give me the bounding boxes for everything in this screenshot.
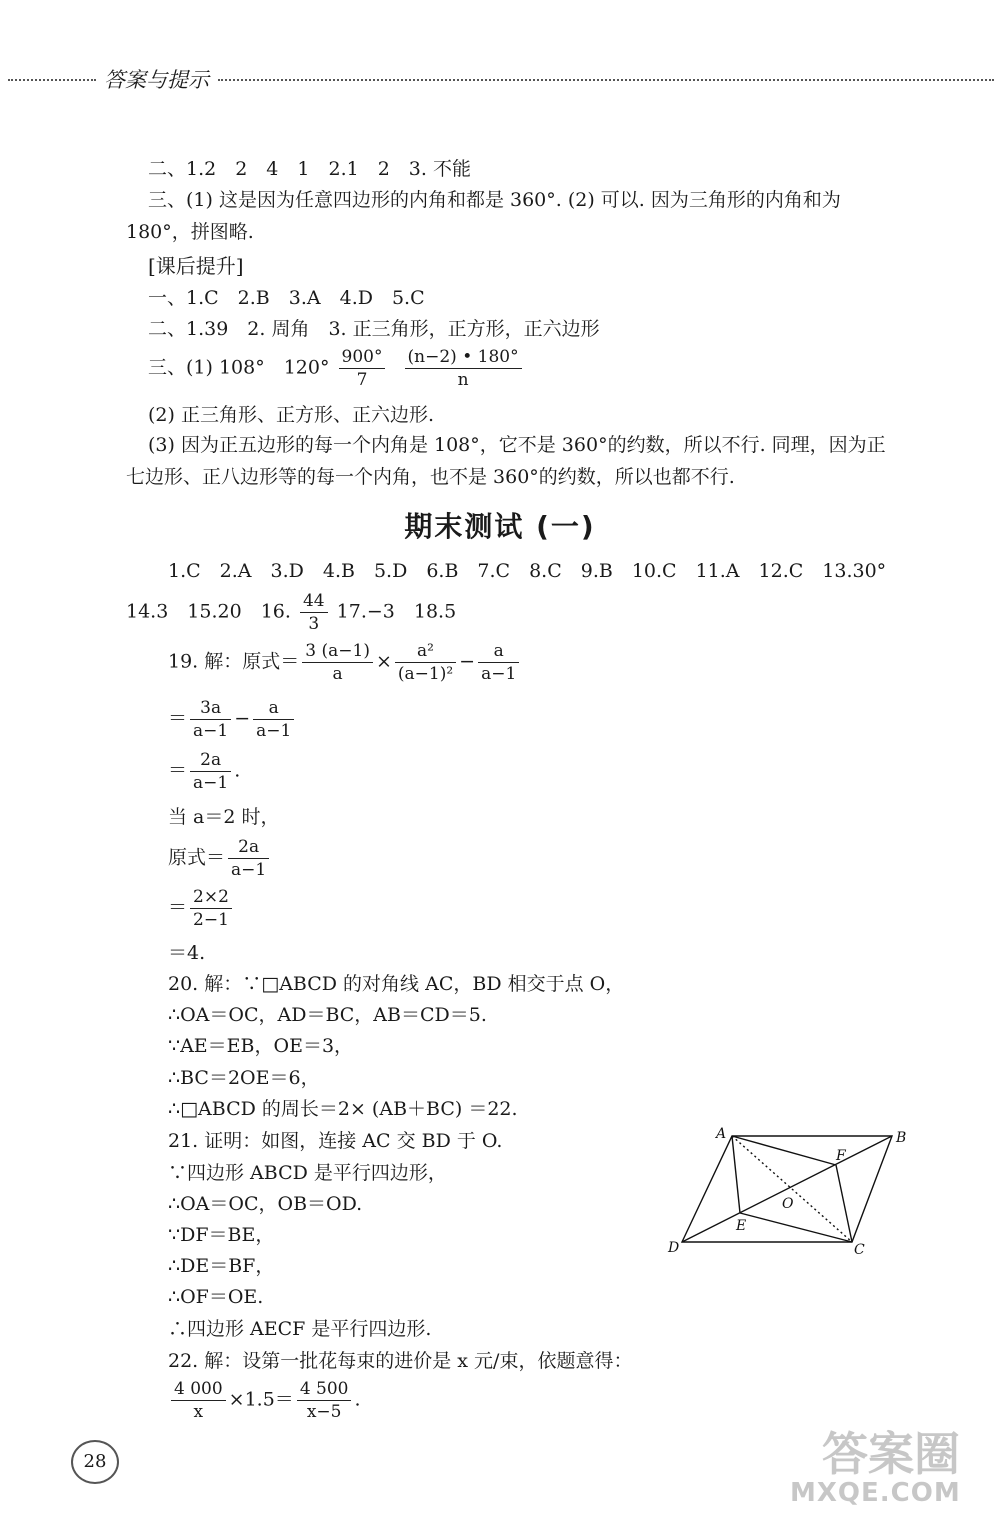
q20-line: 20. 解：∵□ABCD 的对角线 AC，BD 相交于点 O， (168, 973, 625, 995)
q21-line: ∴DE＝BF， (168, 1255, 275, 1277)
answer-line: (2) 正三角形、正方形、正六边形. (148, 404, 434, 426)
numerator: a (478, 640, 519, 663)
fraction (171, 1378, 226, 1423)
header-title: 答案与提示 (104, 68, 209, 92)
segment-fc (836, 1165, 852, 1242)
numerator: 3 (a−1) (302, 640, 373, 663)
parallelogram-figure (660, 1118, 920, 1263)
answer-line: 二、1.39 2. 周角 3. 正三角形，正方形，正六边形 (148, 318, 600, 340)
operator: ＝ (168, 759, 188, 782)
watermark-url: MXQE.COM (790, 1478, 961, 1508)
answer-line: 180°，拼图略. (126, 221, 254, 243)
fraction (253, 697, 294, 742)
numerator: 2a (228, 836, 269, 859)
label-o: O (782, 1196, 794, 1212)
answers-line-2 (126, 590, 456, 635)
denominator: (a−1)² (397, 664, 454, 684)
answer-line: (3) 因为正五边形的每一个内角是 108°，它不是 360°的约数，所以不行. 同理，因为正 (148, 434, 886, 456)
label-c: C (854, 1242, 865, 1258)
q20-line: ∴OA＝OC，AD＝BC，AB＝CD＝5. (168, 1004, 487, 1026)
answer-line-fractions (148, 346, 525, 391)
header-dotted-rule-left (8, 79, 96, 81)
operator: ＝ (168, 896, 188, 919)
fraction (297, 1378, 352, 1423)
period: . (234, 759, 241, 782)
denominator: n (457, 370, 469, 390)
numerator: 4 500 (297, 1378, 352, 1401)
answers-text: 17.−3 18.5 (336, 600, 457, 623)
numerator: 4 000 (171, 1378, 226, 1401)
numerator: 3a (190, 697, 231, 720)
subsection-heading: [课后提升] (148, 254, 244, 278)
denominator: a−1 (256, 721, 292, 741)
segment-ae (732, 1136, 740, 1213)
label-b: B (896, 1130, 907, 1146)
numerator: 44 (300, 590, 328, 613)
q21-line: ∴OF＝OE. (168, 1286, 264, 1308)
q19-line-2 (168, 697, 297, 742)
q21-line: ∴OA＝OC，OB＝OD. (168, 1193, 363, 1215)
q20-line: ∴□ABCD 的周长＝2× (AB＋BC) ＝22. (168, 1098, 518, 1120)
q19-line-5 (168, 836, 272, 881)
q21-line: ∵DF＝BE， (168, 1224, 275, 1246)
label-a: A (716, 1126, 727, 1142)
q19-line-4: 当 a＝2 时， (168, 806, 280, 828)
header-dotted-rule-right (218, 79, 994, 81)
numerator: (n−2) • 180° (405, 346, 522, 369)
operator: − (459, 650, 476, 673)
q21-line: 21. 证明：如图，连接 AC 交 BD 于 O. (168, 1130, 503, 1152)
answer-line: 三、(1) 这是因为任意四边形的内角和都是 360°. (2) 可以. 因为三角形的内角和为 (148, 189, 841, 211)
fraction (190, 749, 231, 794)
page-number: 28 (71, 1440, 119, 1484)
q22-equation (168, 1378, 361, 1423)
numerator: 2a (190, 749, 231, 772)
q21-line: ∵四边形 ABCD 是平行四边形， (168, 1162, 447, 1184)
numerator: 900° (339, 346, 386, 369)
denominator: a−1 (193, 721, 229, 741)
fraction-900-7 (339, 346, 386, 391)
answer-line: 七边形、正八边形等的每一个内角，也不是 360°的约数，所以也都不行. (126, 466, 735, 488)
fraction (478, 640, 519, 685)
fraction (190, 697, 231, 742)
equation-middle: ×1.5＝ (228, 1388, 294, 1411)
q22-line: 22. 解：设第一批花每束的进价是 x 元/束，依题意得： (168, 1350, 633, 1372)
denominator: 3 (308, 614, 320, 634)
fraction-44-3 (300, 590, 328, 635)
operator: − (234, 707, 251, 730)
q21-line: ∴四边形 AECF 是平行四边形. (168, 1318, 432, 1340)
denominator: 7 (356, 370, 368, 390)
answer-line: 一、1.C 2.B 3.A 4.D 5.C (148, 287, 425, 309)
q19-line-6 (168, 886, 235, 931)
numerator: a² (395, 640, 456, 663)
fraction (302, 640, 373, 685)
fraction (190, 886, 232, 931)
numerator: 2×2 (190, 886, 232, 909)
q19-lead: 19. 解：原式＝ (168, 650, 300, 673)
numerator: a (253, 697, 294, 720)
label-f: F (836, 1148, 846, 1164)
answer-line: 二、1.2 2 4 1 2.1 2 3. 不能 (148, 158, 471, 180)
denominator: a−1 (481, 664, 517, 684)
fraction-n-formula (405, 346, 522, 391)
operator: ＝ (168, 707, 188, 730)
denominator: x (193, 1402, 204, 1422)
denominator: a−1 (231, 860, 267, 880)
q20-line: ∵AE＝EB，OE＝3， (168, 1035, 354, 1057)
denominator: a (332, 664, 343, 684)
segment-ec (740, 1213, 852, 1242)
denominator: x−5 (306, 1402, 342, 1422)
watermark-logo: 答案圈 (822, 1427, 960, 1481)
denominator: a−1 (193, 773, 229, 793)
label-e: E (736, 1218, 747, 1234)
operator: × (375, 650, 392, 673)
answers-line: 1.C 2.A 3.D 4.B 5.D 6.B 7.C 8.C 9.B 10.C 11.A 12.C 13.30° (168, 560, 887, 582)
period: . (354, 1388, 361, 1411)
q19-line-3 (168, 749, 240, 794)
fraction (395, 640, 456, 685)
q19-line-1 (168, 640, 522, 685)
denominator: 2−1 (193, 910, 229, 930)
answers-text: 14.3 15.20 16. (126, 600, 291, 623)
answer-text: 三、(1) 108° 120° (148, 356, 330, 379)
label-d: D (668, 1240, 680, 1256)
q19-orig: 原式＝ (168, 846, 226, 869)
q19-result: ＝4. (168, 942, 206, 964)
q20-line: ∴BC＝2OE＝6， (168, 1067, 320, 1089)
section-title: 期末测试 (一) (404, 510, 596, 543)
fraction (228, 836, 269, 881)
